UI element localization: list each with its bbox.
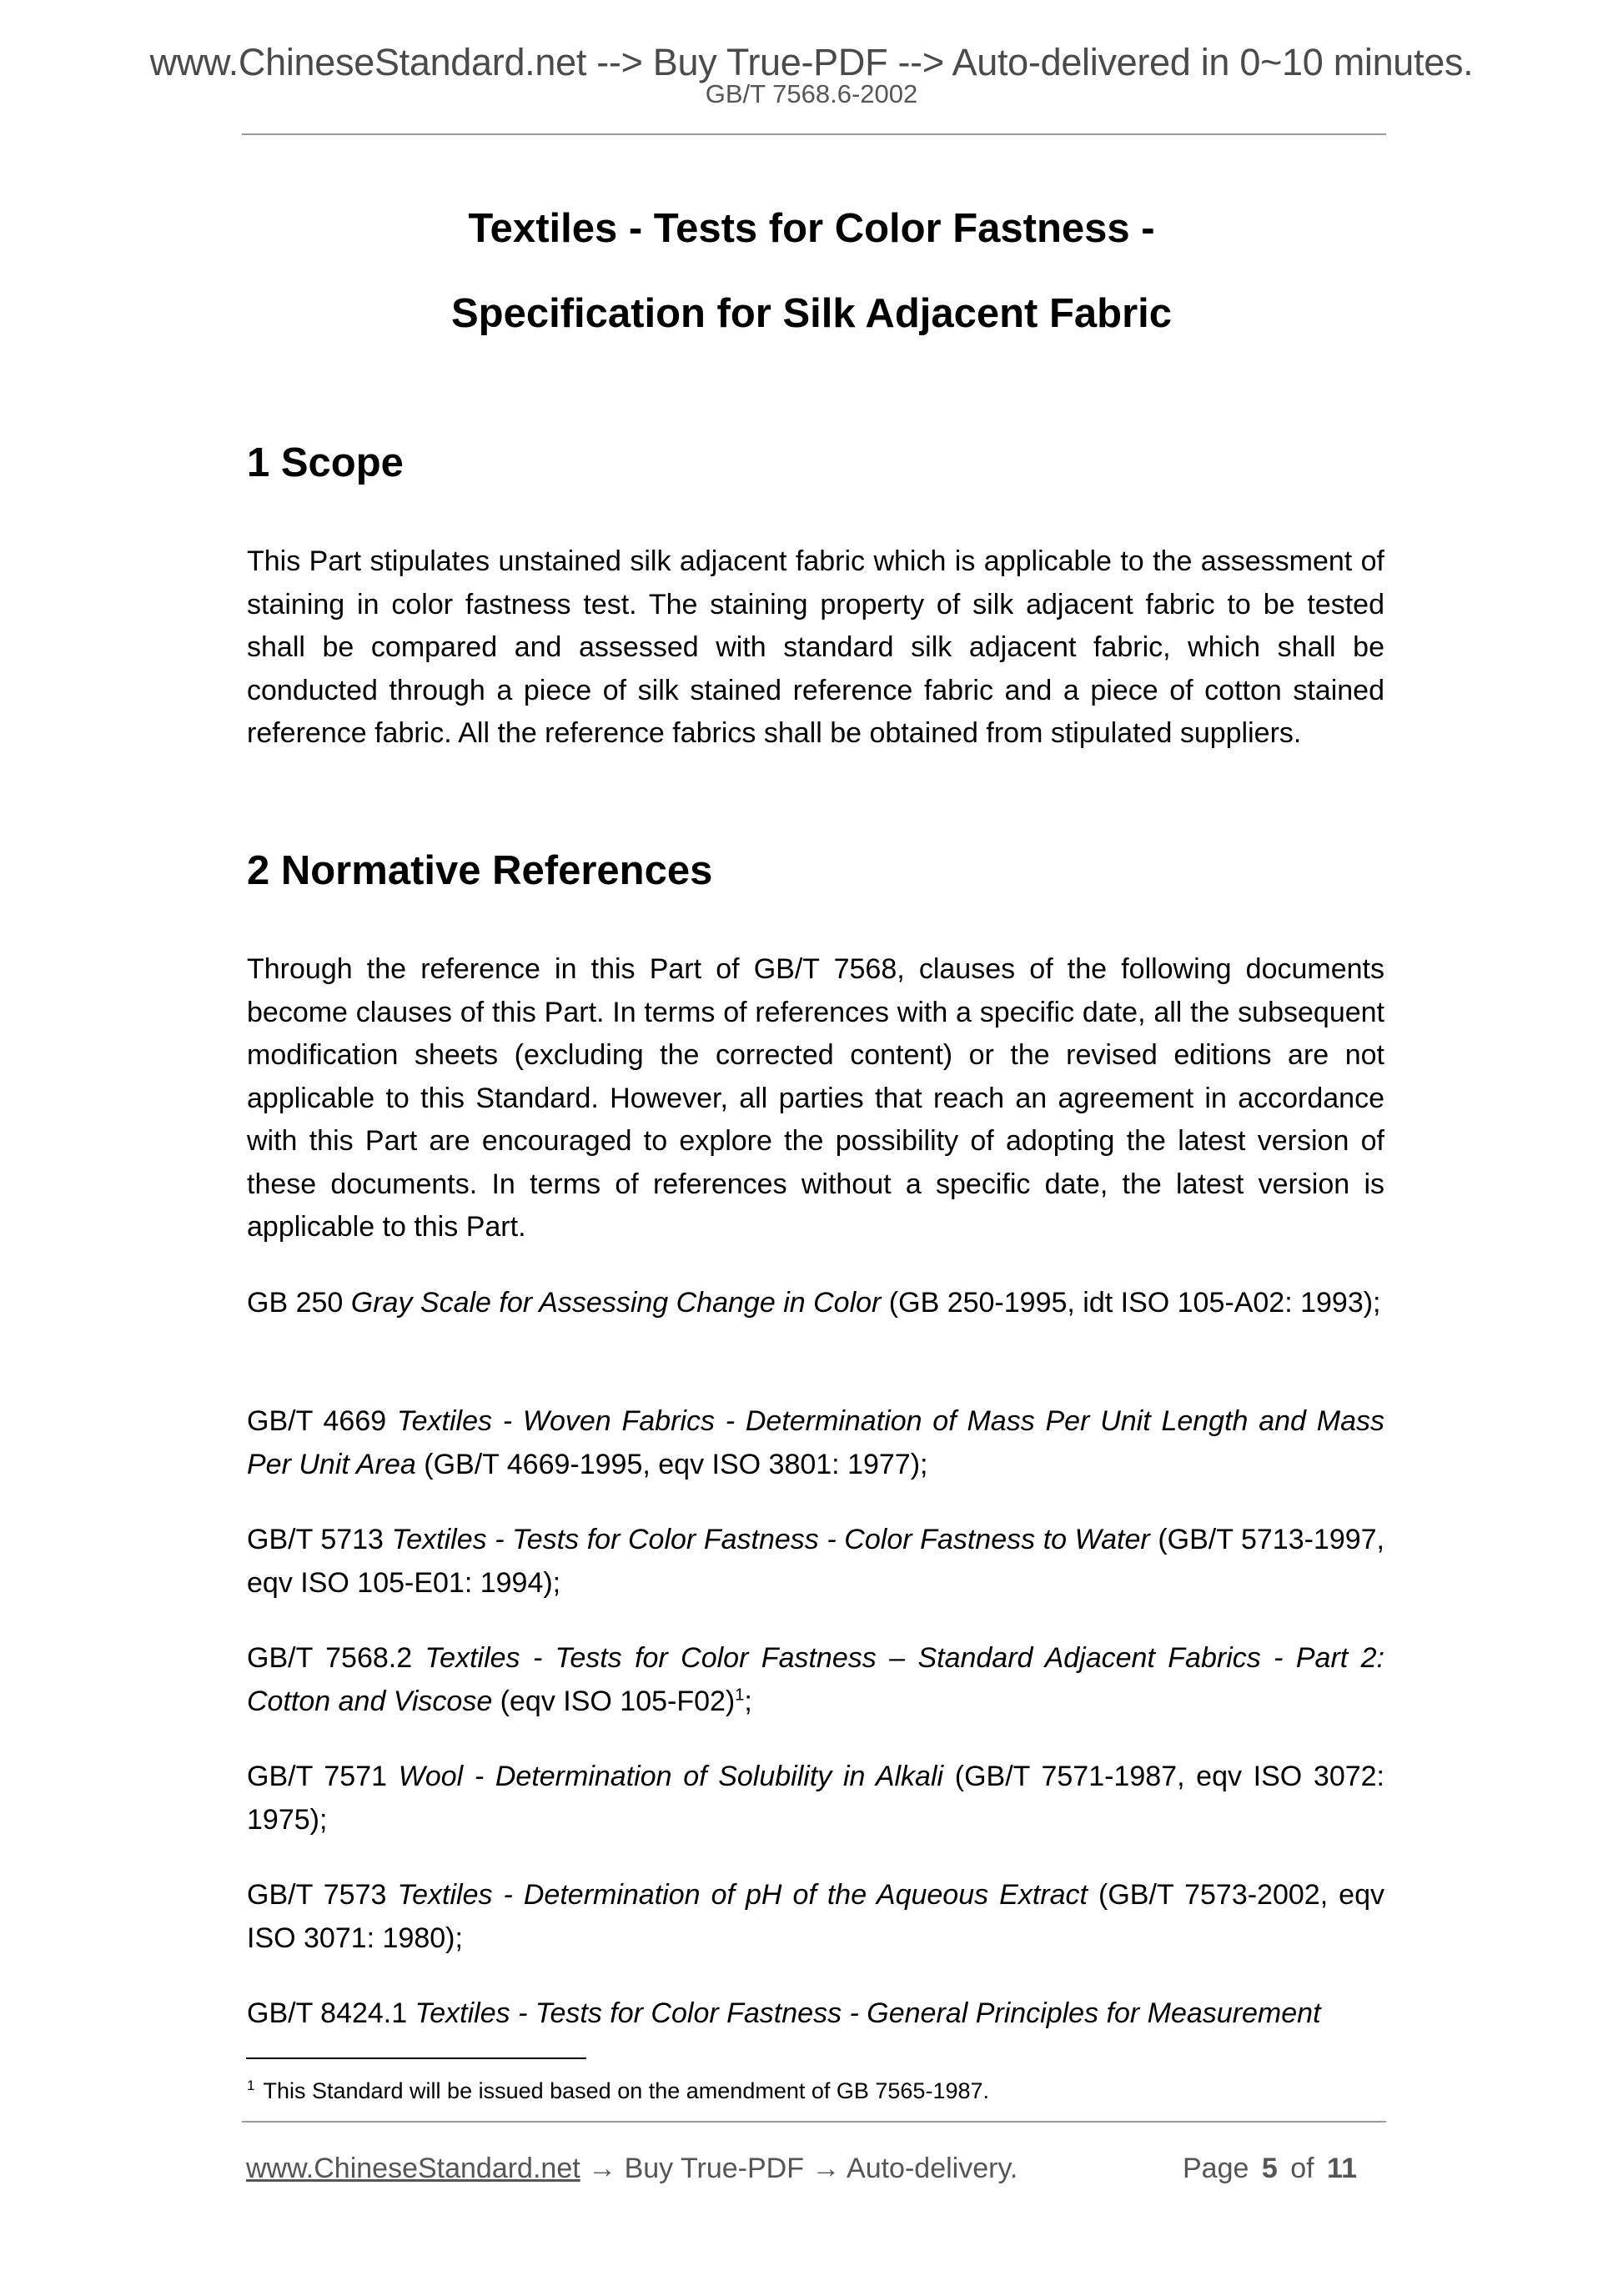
reference-suffix: (GB/T 7571-1987, eqv ISO 3072: 1975); — [247, 1761, 1384, 1836]
page-label: Page — [1183, 2153, 1249, 2184]
footnote-text: This Standard will be issued based on the amendment of GB 7565-1987. — [263, 2078, 990, 2103]
footnote-number: 1 — [247, 2077, 255, 2093]
footnote-separator — [246, 2057, 586, 2059]
reference-title: Textiles - Tests for Color Fastness - Color Fastness to Water — [391, 1524, 1150, 1555]
reference-code: GB/T 7571 — [247, 1761, 388, 1792]
buy-true-pdf-text: Buy True-PDF — [624, 2153, 804, 2184]
footer-divider — [242, 2121, 1386, 2123]
page-indicator — [1183, 2152, 1357, 2185]
reference-code: GB/T 7573 — [247, 1879, 387, 1911]
reference-suffix: (GB 250-1995, idt ISO 105-A02: 1993); — [881, 1287, 1381, 1319]
reference-title: Wool - Determination of Solubility in Alkali — [398, 1761, 944, 1792]
reference-code: GB/T 5713 — [247, 1524, 384, 1555]
reference-item — [247, 1637, 1384, 1723]
reference-code: GB/T 7568.2 — [247, 1642, 413, 1674]
page-of-label: of — [1290, 2153, 1314, 2184]
footnote — [247, 2077, 989, 2105]
arrow-right-icon: → — [580, 2153, 625, 2184]
section-heading-normative-references: 2 Normative References — [247, 848, 713, 893]
total-page-count: 11 — [1327, 2153, 1357, 2184]
reference-code: GB/T 4669 — [247, 1405, 387, 1437]
reference-suffix: (GB/T 4669-1995, eqv ISO 3801: 1977); — [415, 1448, 928, 1480]
reference-item — [247, 1519, 1384, 1605]
reference-suffix: (eqv ISO 105-F02) — [492, 1685, 736, 1717]
reference-item — [247, 1992, 1384, 2036]
scope-paragraph: This Part stipulates unstained silk adjacent fabric which is applicable to the assessment of staining in color fastness test. The staining property of silk adjacent fabric to be tested shall be compared and assessed with standard silk adjacent fabric, which shall be conducted through a piece of silk stained reference fabric and a piece of cotton stained reference fabric. All the reference fabrics shall be obtained from stipulated suppliers. — [247, 545, 1384, 749]
section-heading-scope: 1 Scope — [247, 440, 404, 485]
reference-title: Textiles - Tests for Color Fastness – Standard Adjacent Fabrics - Part 2: Cotton and Viscose — [247, 1642, 1384, 1717]
header-divider — [242, 133, 1386, 135]
title-line-1: Textiles - Tests for Color Fastness - — [468, 206, 1155, 251]
footnote-marker[interactable]: 1 — [735, 1686, 745, 1705]
reference-title: Textiles - Tests for Color Fastness - General Principles for Measurement — [415, 1997, 1321, 2029]
chinese-standard-link[interactable]: www.ChineseStandard.net — [246, 2153, 580, 2184]
arrow-right-icon: → — [803, 2153, 847, 2184]
reference-item — [247, 1400, 1384, 1486]
reference-code: GB/T 8424.1 — [247, 1997, 408, 2029]
reference-title: Textiles - Woven Fabrics - Determination of Mass Per Unit Length and Mass Per Unit Area — [247, 1405, 1384, 1480]
auto-delivery-text: Auto-delivery. — [847, 2153, 1018, 2184]
reference-suffix: (GB/T 5713-1997, eqv ISO 105-E01: 1994); — [247, 1524, 1385, 1599]
promo-banner: www.ChineseStandard.net --> Buy True-PDF --> Auto-delivered in 0~10 minutes. — [149, 41, 1474, 83]
footer-promo — [246, 2152, 1018, 2185]
current-page-number: 5 — [1261, 2153, 1278, 2184]
reference-title: Textiles - Determination of pH of the Aqueous Extract — [397, 1879, 1088, 1911]
reference-title: Gray Scale for Assessing Change in Color — [350, 1287, 882, 1319]
reference-code: GB 250 — [247, 1287, 344, 1319]
reference-item — [247, 1282, 1384, 1325]
reference-item — [247, 1874, 1384, 1960]
reference-item — [247, 1756, 1384, 1841]
reference-suffix: (GB/T 7573-2002, eqv ISO 3071: 1980); — [247, 1879, 1384, 1954]
reference-terminator: ; — [744, 1685, 752, 1717]
normative-references-paragraph: Through the reference in this Part of GB/T 7568, clauses of the following documents become clauses of this Part. In terms of references with a specific date, all the subsequent modification sheets (excluding the corrected content) or the revised editions are not applicable to this Standard. However, all parties that reach an agreement in accordance with this Part are encouraged to explore the possibility of adopting the latest version of these documents. In terms of references without a specific date, the latest version is applicable to this Part. — [247, 953, 1384, 1243]
title-line-2: Specification for Silk Adjacent Fabric — [450, 291, 1173, 336]
document-code: GB/T 7568.6-2002 — [705, 79, 918, 108]
